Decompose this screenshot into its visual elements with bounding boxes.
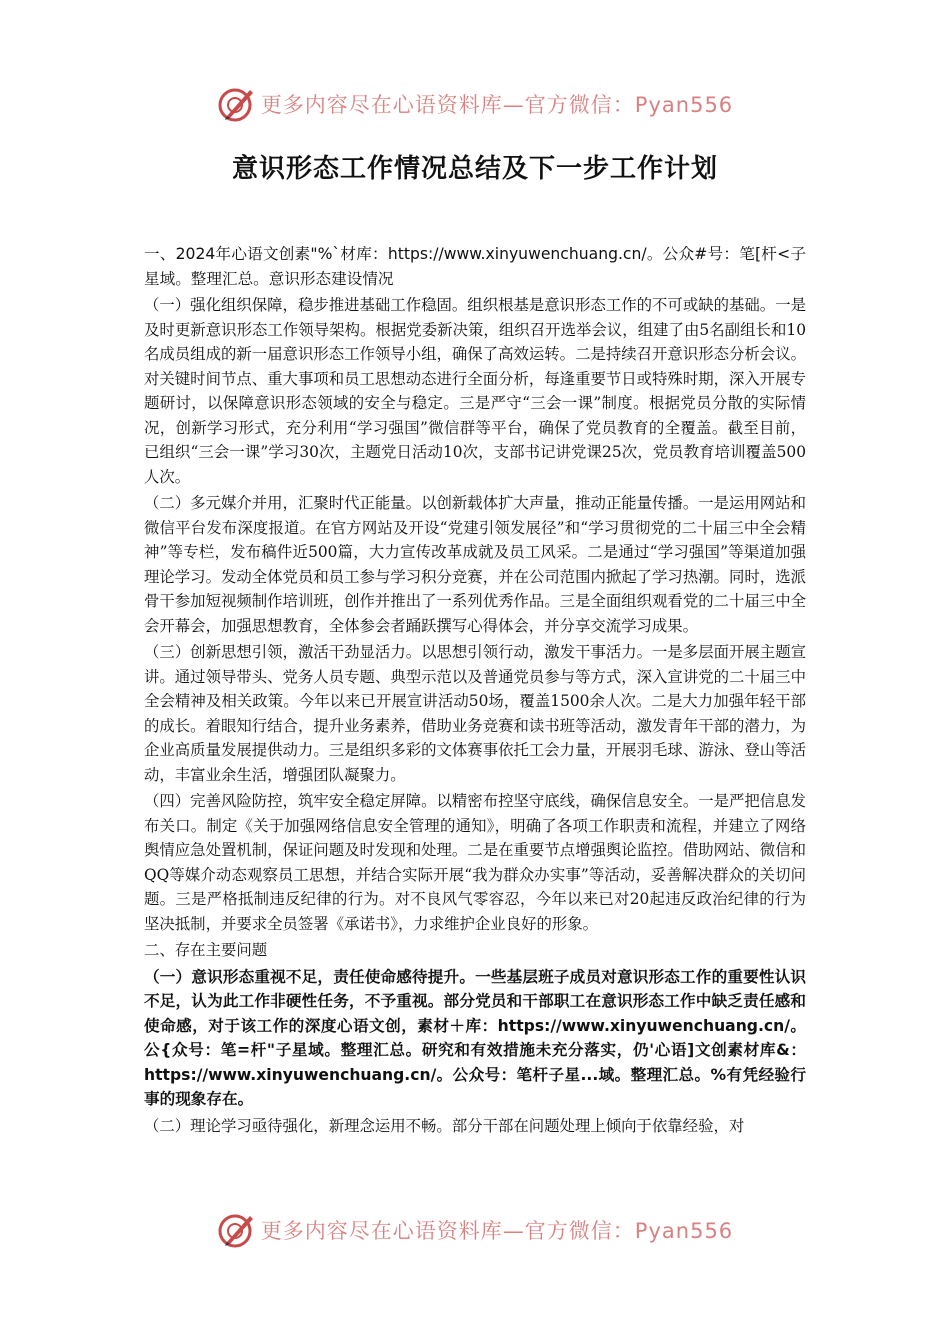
- pen-logo-icon: [217, 1210, 257, 1250]
- paragraph: （二）多元媒介并用，汇聚时代正能量。以创新载体扩大声量，推动正能量传播。一是运用网站和微信平台发布深度报道。在官方网站及开设“党建引领发展径”和“学习贯彻党的二十届三中全会精神”等专栏，发布稿件近500篇，大力宣传改革成就及员工风采。二是通过“学习强国”等渠道加强理论学习。发动全体党员和员工参与学习积分竞赛，并在公司范围内掀起了学习热潮。同时，选派骨干参加短视频制作培训班，创作并推出了一系列优秀作品。三是全面组织观看党的二十届三中全会开幕会，加强思想教育，全体参会者踊跃撰写心得体会，并分享交流学习成果。: [144, 494, 806, 635]
- paragraph: （一）强化组织保障，稳步推进基础工作稳固。组织根基是意识形态工作的不可或缺的基础。一是及时更新意识形态工作领导架构。根据党委新决策，组织召开选举会议，组建了由5名副组长和10名成员组成的新一届意识形态工作领导小组，确保了高效运转。二是持续召开意识形态分析会议。对关键时间节点、重大事项和员工思想动态进行全面分析，每逢重要节日或特殊时期，深入开展专题研讨，以保障意识形态领域的安全与稳定。三是严守“三会一课”制度。根据党员分散的实际情况，创新学习形式，充分利用“学习强国”微信群等平台，确保了党员教育的全覆盖。截至目前，已组织“三会一课”学习30次，主题党日活动10次，支部书记讲党课25次，党员教育培训覆盖500人次。: [144, 296, 806, 486]
- section-heading-2: 二、存在主要问题: [144, 941, 268, 959]
- watermark-banner-bottom: [0, 1208, 950, 1252]
- document-title: 意识形态工作情况总结及下一步工作计划: [231, 154, 718, 184]
- watermark-text: 更多内容尽在心语资料库—官方微信：Pyan556: [260, 1219, 734, 1243]
- paragraph: （四）完善风险防控，筑牢安全稳定屏障。以精密布控坚守底线，确保信息安全。一是严把信息发布关口。制定《关于加强网络信息安全管理的通知》，明确了各项工作职责和流程，并建立了网络舆情应急处置机制，保证问题及时发现和处理。二是在重要节点增强舆论监控。借助网站、微信和QQ等媒介动态观察员工思想，并结合实际开展“我为群众办实事”等活动，妥善解决群众的关切问题。三是严格抵制违反纪律的行为。对不良风气零容忍，今年以来已对20起违反政治纪律的行为坚决抵制，并要求全员签署《承诺书》，力求维护企业良好的形象。: [144, 792, 806, 933]
- document-body: [144, 242, 806, 1138]
- watermark-banner-top: [0, 82, 950, 126]
- watermark-text: 更多内容尽在心语资料库—官方微信：Pyan556: [260, 93, 734, 117]
- paragraph: （二）理论学习亟待强化，新理念运用不畅。部分干部在问题处理上倾向于依靠经验，对: [144, 1116, 745, 1135]
- paragraph-bold: （一）意识形态重视不足，责任使命感待提升。一些基层班子成员对意识形态工作的重要性认识不足，认为此工作非硬性任务，不予重视。部分党员和干部职工在意识形态工作中缺乏责任感和使命感，对于该工作的深度心语文创，素材＋库：https://www.xinyuwenchuang.cn/。公{众号：笔=杆"子星域。整理汇总。研究和有效措施未充分落实，仍'心语]文创素材库&：https://www.xinyuwenchuang.cn/。公众号：笔杆子星...域。整理汇总。%有凭经验行事的现象存在。: [144, 967, 806, 1108]
- section-heading-1: 一、2024年心语文创素"%`材库：https://www.xinyuwenchuang.cn/。公众#号：笔[杆<子星域。整理汇总。意识形态建设情况: [144, 245, 806, 288]
- paragraph: （三）创新思想引领，激活干劲显活力。以思想引领行动，激发干事活力。一是多层面开展主题宣讲。通过领导带头、党务人员专题、典型示范以及普通党员参与等方式，深入宣讲党的二十届三中全会精神及相关政策。今年以来已开展宣讲活动50场，覆盖1500余人次。二是大力加强年轻干部的成长。着眼知行结合，提升业务素养，借助业务竞赛和读书班等活动，激发青年干部的潜力，为企业高质量发展提供动力。三是组织多彩的文体赛事依托工会力量，开展羽毛球、游泳、登山等活动，丰富业余生活，增强团队凝聚力。: [144, 643, 806, 784]
- pen-logo-icon: [217, 84, 257, 124]
